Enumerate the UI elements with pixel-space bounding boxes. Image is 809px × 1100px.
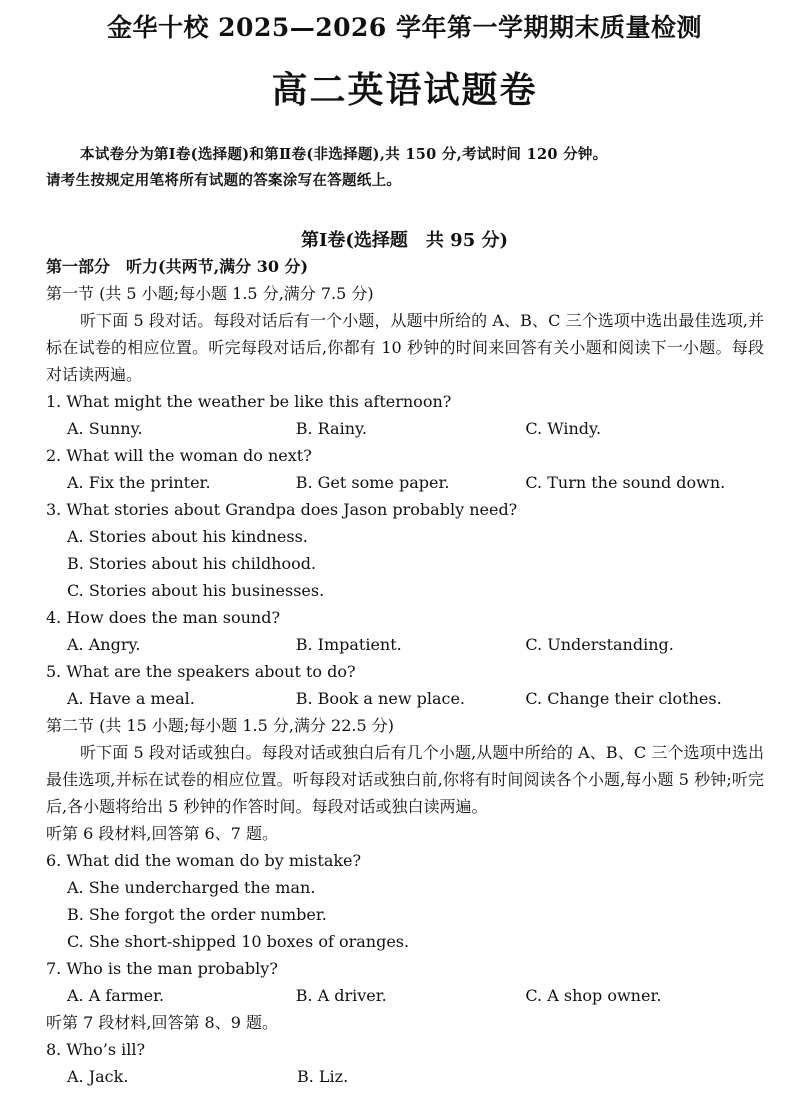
- option-a: A. Fix the printer.: [67, 473, 211, 492]
- option-c: C. Stories about his businesses.: [67, 581, 325, 600]
- option-c: C. Turn the sound down.: [525, 473, 726, 492]
- option-c: C. Windy.: [525, 419, 602, 438]
- material-6-note: 听第 6 段材料,回答第 6、7 题。: [46, 824, 278, 843]
- option-b: B. Rainy.: [295, 419, 367, 438]
- option-c: C. Understanding.: [525, 635, 674, 654]
- option-b: B. Impatient.: [295, 635, 402, 654]
- option-a: A. Angry.: [67, 635, 141, 654]
- subject-title: 高二英语试题卷: [271, 69, 538, 111]
- question-stem: 6. What did the woman do by mistake?: [46, 851, 362, 870]
- exam-title: 金华十校 2025—2026 学年第一学期期末质量检测: [106, 13, 703, 42]
- option-row: [46, 1063, 764, 1090]
- option-row: [46, 982, 764, 1009]
- option-b: B. Stories about his childhood.: [67, 554, 317, 573]
- instructions-line-2: 请考生按规定用笔将所有试题的答案涂写在答题纸上。: [46, 172, 402, 189]
- option-a: A. Stories about his kindness.: [67, 527, 308, 546]
- option-b: B. She forgot the order number.: [67, 905, 327, 924]
- option-a: A. Jack.: [67, 1067, 129, 1086]
- instructions-line-1: 本试卷分为第Ⅰ卷(选择题)和第Ⅱ卷(非选择题),共 150 分,考试时间 120 分钟。: [80, 146, 608, 163]
- option-a: A. Have a meal.: [67, 689, 195, 708]
- section-1-instructions: 听下面 5 段对话。每段对话后有一个小题，从题中所给的 A、B、C 三个选项中选出最佳选项,并标在试卷的相应位置。听完每段对话后,你都有 10 秒钟的时间来回答有关小题和阅读下一小题。每段对话读两遍。: [46, 311, 764, 384]
- option-row: [46, 469, 764, 496]
- option-a: A. She undercharged the man.: [67, 878, 316, 897]
- exam-instructions: [46, 142, 766, 194]
- exam-body: [46, 253, 764, 1090]
- question-stem: 4. How does the man sound?: [46, 608, 281, 627]
- question-stem: 2. What will the woman do next?: [46, 446, 312, 465]
- section-2-instructions: 听下面 5 段对话或独白。每段对话或独白后有几个小题,从题中所给的 A、B、C 三个选项中选出最佳选项,并标在试卷的相应位置。听每段对话或独白前,你将有时间阅读各个小题,每小题 5 秒钟;听完后,各小题将给出 5 秒钟的作答时间。每段对话或独白读两遍。: [46, 743, 764, 816]
- option-b: B. Book a new place.: [295, 689, 466, 708]
- section-2-heading: 第二节 (共 15 小题;每小题 1.5 分,满分 22.5 分): [46, 716, 394, 735]
- option-b: B. A driver.: [295, 986, 387, 1005]
- option-a: A. A farmer.: [67, 986, 165, 1005]
- option-c: C. A shop owner.: [525, 986, 662, 1005]
- option-a: A. Sunny.: [67, 419, 143, 438]
- material-7-note: 听第 7 段材料,回答第 8、9 题。: [46, 1013, 278, 1032]
- question-stem: 5. What are the speakers about to do?: [46, 662, 356, 681]
- option-b: B. Get some paper.: [295, 473, 450, 492]
- option-row: [46, 631, 764, 658]
- question-stem: 1. What might the weather be like this afternoon?: [46, 392, 452, 411]
- question-stem: 8. Who’s ill?: [46, 1040, 146, 1059]
- question-stem: 7. Who is the man probably?: [46, 959, 278, 978]
- option-row: [46, 415, 764, 442]
- question-stem: 3. What stories about Grandpa does Jason probably need?: [46, 500, 518, 519]
- option-row: [46, 685, 764, 712]
- part-1-heading: 第一部分 听力(共两节,满分 30 分): [46, 257, 309, 276]
- option-c: C. She short-shipped 10 boxes of oranges.: [67, 932, 410, 951]
- option-b: B. Liz.: [297, 1067, 349, 1086]
- volume-1-heading: 第Ⅰ卷(选择题 共 95 分): [300, 230, 509, 251]
- option-c: C. Change their clothes.: [525, 689, 722, 708]
- section-1-heading: 第一节 (共 5 小题;每小题 1.5 分,满分 7.5 分): [46, 284, 374, 303]
